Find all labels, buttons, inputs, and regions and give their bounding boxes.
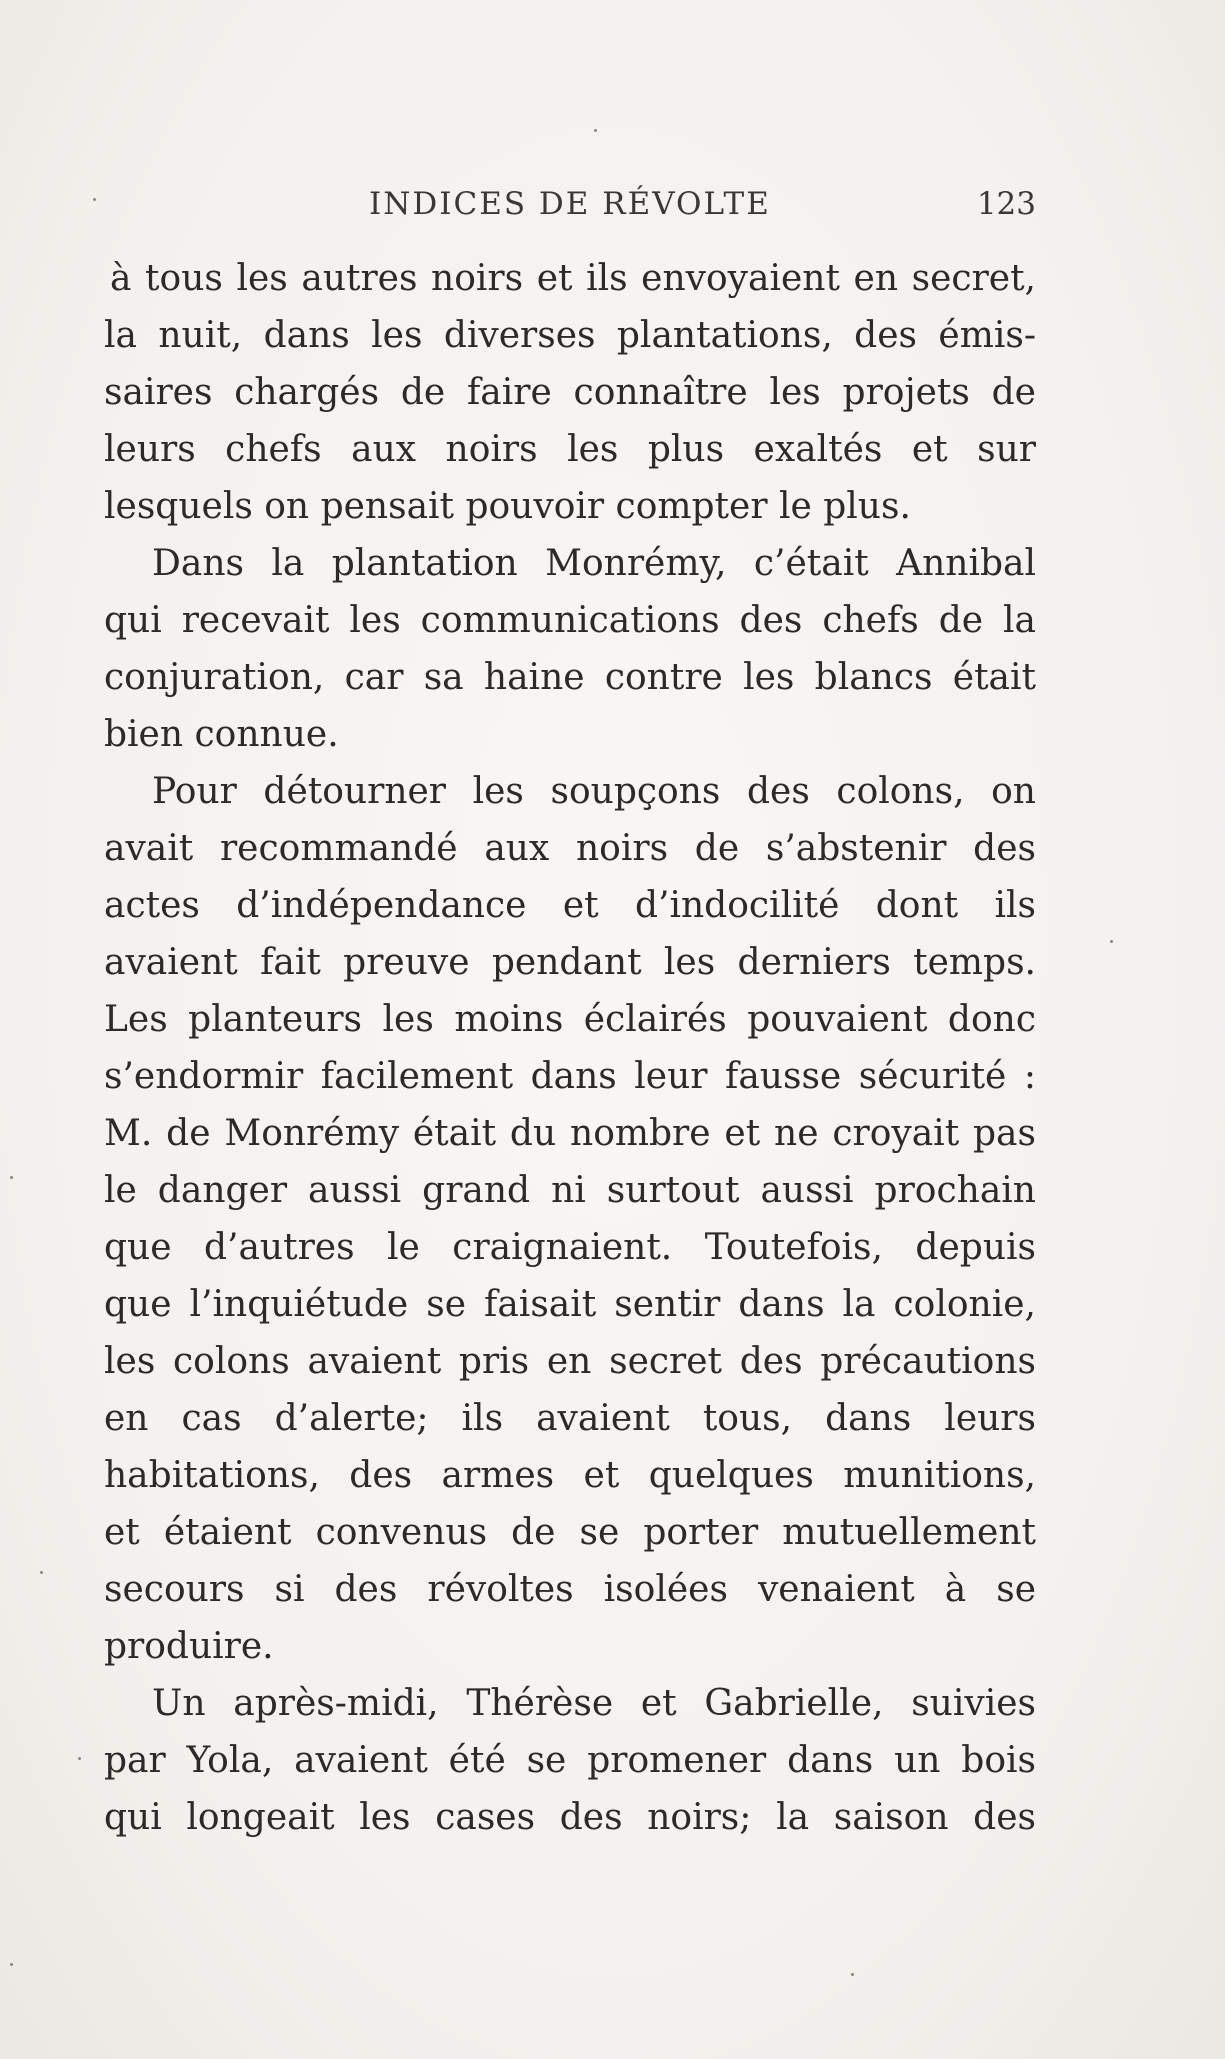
text-line: les colons avaient pris en secret des précautions [104, 1341, 1036, 1382]
text-line: qui longeait les cases des noirs; la saison des [104, 1797, 1036, 1838]
text-line: qui recevait les communications des chefs de la [104, 600, 1036, 641]
paper-speck [851, 1973, 854, 1976]
text-line: actes d’indépendance et d’indocilité dont ils [104, 885, 1036, 926]
running-title: INDICES DE RÉVOLTE [369, 186, 771, 222]
text-line: la nuit, dans les diverses plantations, des émis- [104, 315, 1036, 356]
paper-speck [10, 1963, 13, 1966]
paper-speck [78, 1757, 81, 1760]
text-line: avaient fait preuve pendant les derniers temps. [104, 942, 1036, 983]
text-line: produire. [104, 1626, 274, 1667]
text-line: et étaient convenus de se porter mutuellement [104, 1512, 1036, 1553]
text-line: que d’autres le craignaient. Toutefois, depuis [104, 1227, 1036, 1268]
paper-speck [594, 129, 597, 132]
text-line: le danger aussi grand ni surtout aussi prochain [104, 1170, 1036, 1211]
body-text [104, 250, 1036, 1846]
text-line: en cas d’alerte; ils avaient tous, dans leurs [104, 1398, 1036, 1439]
text-line: que l’inquiétude se faisait sentir dans la colonie, [104, 1284, 1036, 1325]
text-line: avait recommandé aux noirs de s’abstenir des [104, 828, 1036, 869]
running-head [104, 186, 1036, 234]
text-line: M. de Monrémy était du nombre et ne croyait pas [104, 1113, 1036, 1154]
text-line: habitations, des armes et quelques munitions, [104, 1455, 1036, 1496]
text-line: saires chargés de faire connaître les projets de [104, 372, 1036, 413]
paper-speck [1110, 940, 1113, 943]
text-line: lesquels on pensait pouvoir compter le plus. [104, 486, 911, 527]
text-line: par Yola, avaient été se promener dans un bois [104, 1740, 1036, 1781]
paper-speck [93, 198, 96, 201]
text-line: s’endormir facilement dans leur fausse sécurité : [104, 1056, 1036, 1097]
text-line: Les planteurs les moins éclairés pouvaient donc [104, 999, 1036, 1040]
paper-speck [10, 1176, 13, 1179]
text-line: conjuration, car sa haine contre les blancs était [104, 657, 1036, 698]
paragraph-first-line: Un après-midi, Thérèse et Gabrielle, suivies [152, 1683, 1036, 1724]
text-line: bien connue. [104, 714, 339, 755]
text-line: secours si des révoltes isolées venaient à se [104, 1569, 1036, 1610]
paper-speck [40, 1571, 43, 1574]
text-line: leurs chefs aux noirs les plus exaltés et sur [104, 429, 1036, 470]
text-line: à tous les autres noirs et ils envoyaient en secret, [110, 258, 1036, 299]
page-number: 123 [976, 186, 1036, 222]
paragraph-first-line: Pour détourner les soupçons des colons, on [152, 771, 1036, 812]
paragraph-first-line: Dans la plantation Monrémy, c’était Annibal [152, 543, 1036, 584]
